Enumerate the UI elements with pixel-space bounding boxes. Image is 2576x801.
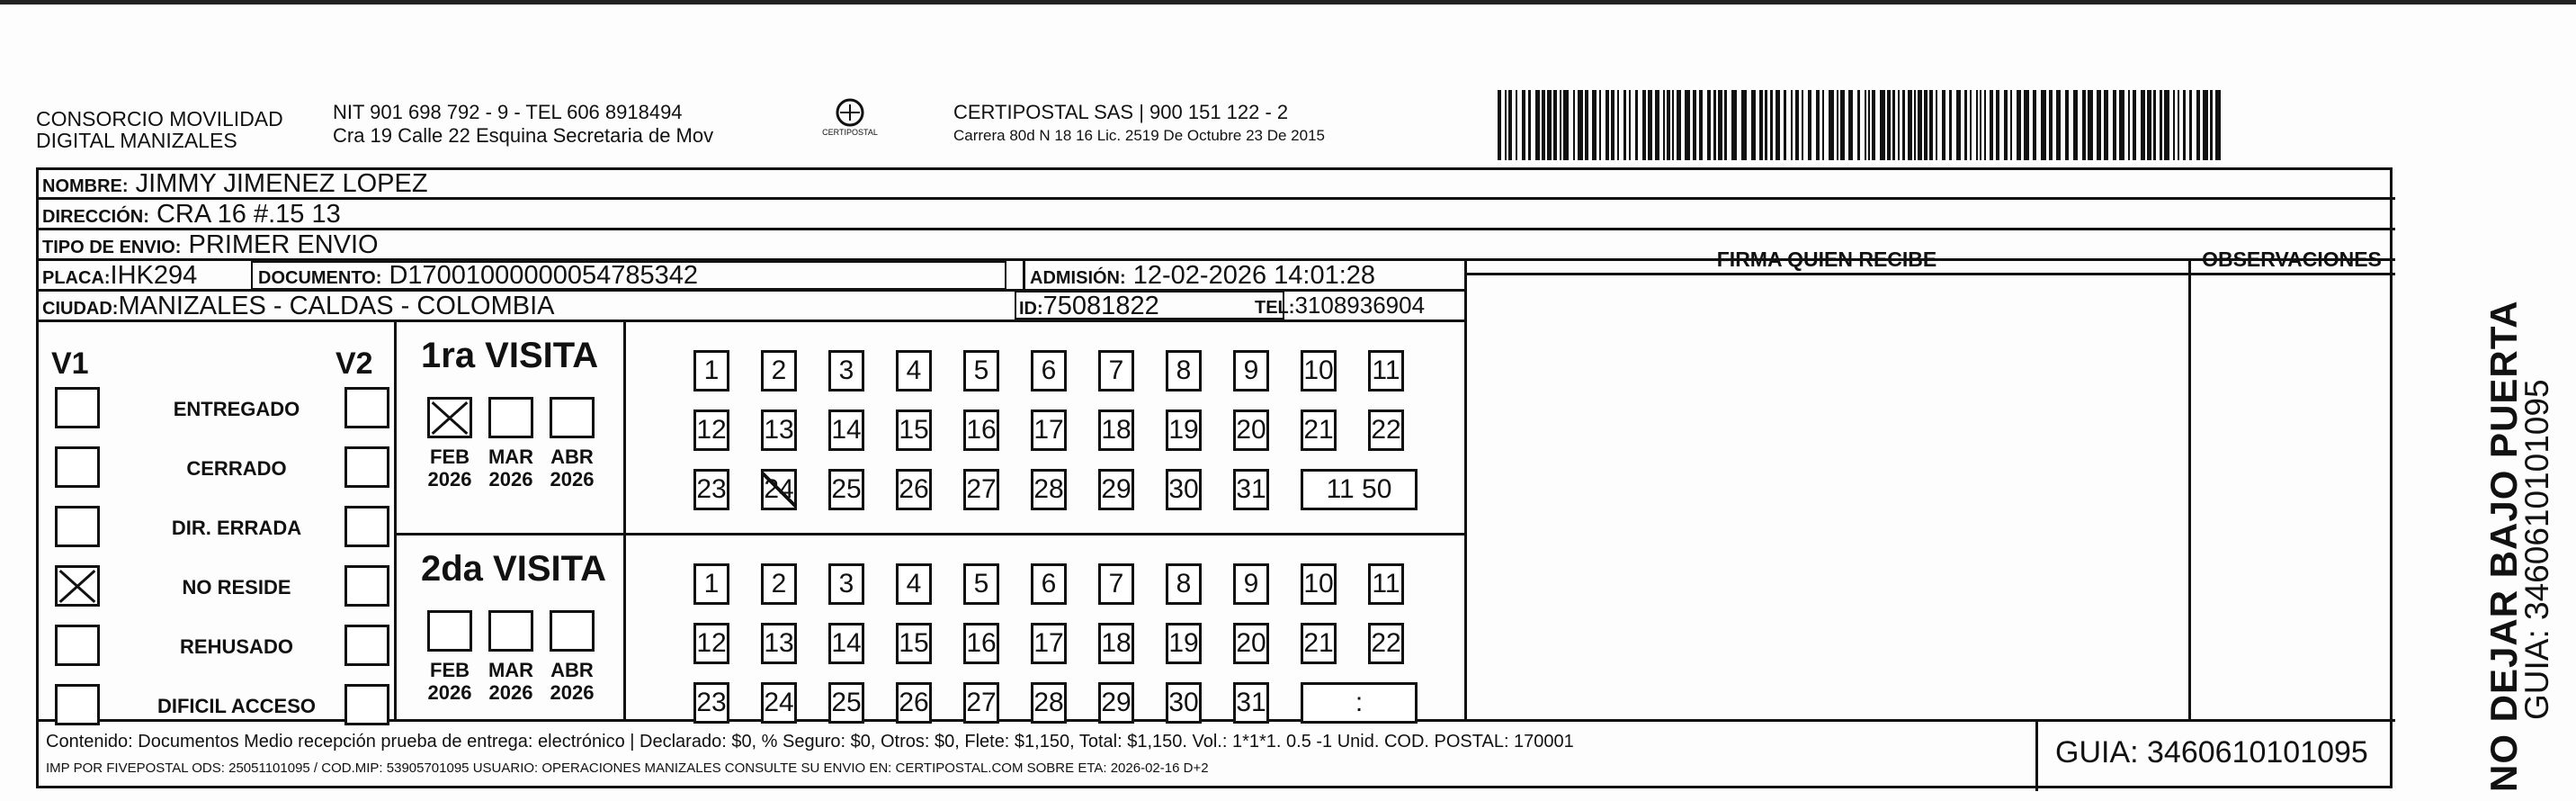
barcode-bar — [1816, 90, 1820, 160]
day-box[interactable]: 28 — [1031, 682, 1067, 724]
barcode-bar — [1795, 90, 1799, 160]
barcode-bar — [2210, 90, 2213, 160]
visit-title: 2da VISITA — [421, 549, 606, 589]
barcode-bar — [1699, 90, 1703, 160]
barcode-bar — [2164, 90, 2169, 160]
barcode-bar — [1784, 90, 1786, 160]
barcode-bar — [2033, 90, 2036, 160]
barcode-bar — [1808, 90, 1811, 160]
barcode-bar — [2113, 90, 2116, 160]
day-box[interactable]: 21 — [1301, 623, 1337, 664]
day-box[interactable]: 29 — [1098, 469, 1134, 510]
barcode-bar — [1840, 90, 1845, 160]
barcode-bar — [1547, 90, 1552, 160]
barcode-bar — [1887, 90, 1891, 160]
barcode-bar — [2082, 90, 2086, 160]
certipostal-logo-icon — [818, 97, 881, 137]
courier-name: CERTIPOSTAL SAS | 900 151 122 - 2 — [953, 101, 1289, 123]
day-box[interactable]: 29 — [1098, 682, 1134, 724]
day-box[interactable]: 30 — [1166, 469, 1202, 510]
month-checkbox[interactable] — [427, 397, 472, 438]
day-box[interactable]: 22 — [1368, 623, 1404, 664]
side-guia: GUIA: 3460610101095 — [2518, 379, 2555, 720]
month-year: 2026 — [427, 681, 472, 704]
nombre-field: NOMBRE: JIMMY JIMENEZ LOPEZ — [42, 169, 428, 198]
day-box[interactable]: 6 — [1031, 563, 1067, 605]
barcode-bar — [1980, 90, 1981, 160]
barcode-bar — [1677, 90, 1681, 160]
barcode — [1498, 90, 2222, 160]
day-box[interactable]: 19 — [1166, 410, 1202, 451]
day-box[interactable]: 3 — [828, 563, 864, 605]
barcode-bar — [2189, 90, 2192, 160]
day-box[interactable]: 7 — [1098, 350, 1134, 392]
barcode-bar — [1560, 90, 1561, 160]
footer-print-info: IMP POR FIVEPOSTAL ODS: 25051101095 / COD.MIP: 53905701095 USUARIO: OPERACIONES MANIZALES CONSULTE SU ENVIO EN: CERTIPOSTAL.COM SOBRE ETA: 2026-02-16 D+2 — [46, 760, 1209, 776]
day-box[interactable]: 22 — [1368, 410, 1404, 451]
barcode-bar — [1829, 90, 1834, 160]
day-box[interactable]: 10 — [1301, 563, 1337, 605]
v1-checkbox[interactable] — [55, 565, 100, 607]
barcode-bar — [1942, 90, 1945, 160]
barcode-bar — [1731, 90, 1737, 160]
day-box[interactable]: 18 — [1098, 623, 1134, 664]
barcode-bar — [1880, 90, 1885, 160]
v2-header: V2 — [335, 346, 373, 381]
day-box[interactable]: 23 — [693, 469, 729, 510]
barcode-bar — [1573, 90, 1575, 160]
day-box[interactable]: 15 — [896, 410, 932, 451]
v1-checkbox[interactable] — [55, 446, 100, 488]
day-box[interactable]: 1 — [693, 350, 729, 392]
barcode-bar — [1724, 90, 1727, 160]
day-box[interactable]: 24 — [761, 682, 797, 724]
barcode-bar — [1508, 90, 1512, 160]
day-box[interactable]: 23 — [693, 682, 729, 724]
barcode-bar — [1759, 90, 1763, 160]
barcode-bar — [1623, 90, 1626, 160]
barcode-bar — [1914, 90, 1916, 160]
day-box[interactable]: 26 — [896, 682, 932, 724]
barcode-bar — [1635, 90, 1638, 160]
company-contact — [333, 101, 713, 148]
barcode-bar — [2183, 90, 2186, 160]
barcode-bar — [1707, 90, 1711, 160]
month-checkbox[interactable] — [427, 610, 472, 652]
barcode-bar — [1592, 90, 1597, 160]
barcode-bar — [1642, 90, 1646, 160]
barcode-bar — [1611, 90, 1614, 160]
barcode-bar — [1908, 90, 1912, 160]
visit-time-box[interactable]: 11 50 — [1301, 469, 1418, 510]
barcode-bar — [2133, 90, 2136, 160]
tel-value: 3108936904 — [1294, 292, 1426, 319]
direccion-value: CRA 16 #.15 13 — [156, 200, 341, 229]
barcode-bar — [2147, 90, 2151, 160]
v1-checkbox[interactable] — [55, 684, 100, 725]
visit-time-box[interactable]: : — [1301, 682, 1418, 724]
signature-divider — [1464, 258, 1467, 719]
firma-header: FIRMA QUIEN RECIBE — [1716, 248, 1937, 271]
barcode-bar — [2088, 90, 2093, 160]
month-day-divider — [623, 320, 626, 719]
barcode-bar — [2056, 90, 2061, 160]
barcode-bar — [1964, 90, 1967, 160]
barcode-bar — [1929, 90, 1933, 160]
barcode-bar — [1791, 90, 1793, 160]
barcode-bar — [1741, 90, 1747, 160]
month-name: ABR — [550, 446, 594, 468]
barcode-bar — [1902, 90, 1905, 160]
barcode-bar — [1765, 90, 1767, 160]
observations-divider — [2188, 258, 2191, 719]
barcode-bar — [1535, 90, 1540, 160]
v1-checkbox[interactable] — [55, 506, 100, 547]
barcode-bar — [1516, 90, 1517, 160]
nombre-value: JIMMY JIMENEZ LOPEZ — [135, 169, 428, 198]
v1-checkbox[interactable] — [55, 625, 100, 666]
day-box[interactable]: 11 — [1368, 350, 1404, 392]
day-box[interactable]: 17 — [1031, 410, 1067, 451]
month-name: FEB — [430, 446, 470, 468]
barcode-bar — [1868, 90, 1870, 160]
barcode-bar — [1693, 90, 1696, 160]
month-label — [423, 446, 477, 490]
barcode-bar — [2196, 90, 2200, 160]
barcode-bar — [1976, 90, 1978, 160]
month-label — [484, 446, 538, 490]
signature-header-divider — [1464, 273, 2395, 275]
status-label: REHUSADO — [180, 635, 293, 658]
barcode-bar — [1892, 90, 1895, 160]
month-checkbox[interactable] — [550, 610, 595, 652]
day-box[interactable]: 4 — [896, 563, 932, 605]
month-checkbox[interactable] — [488, 397, 533, 438]
day-box[interactable]: 16 — [963, 623, 999, 664]
day-box[interactable]: 18 — [1098, 410, 1134, 451]
barcode-bar — [1563, 90, 1569, 160]
day-box[interactable]: 8 — [1166, 563, 1202, 605]
company-nit: NIT 901 698 792 - 9 - TEL 606 8918494 — [333, 101, 683, 123]
documento-value: D17001000000054785342 — [389, 261, 698, 290]
visit-divider — [394, 533, 1464, 536]
scan-top-edge — [0, 0, 2576, 11]
barcode-bar — [1498, 90, 1501, 160]
barcode-bar — [2024, 90, 2029, 160]
day-box[interactable]: 25 — [828, 469, 864, 510]
month-name: MAR — [487, 446, 534, 468]
status-label: CERRADO — [186, 457, 287, 480]
barcode-bar — [2104, 90, 2108, 160]
id-field: ID:75081822 — [1019, 292, 1159, 320]
day-box[interactable]: 25 — [828, 682, 864, 724]
status-label: ENTREGADO — [173, 398, 300, 420]
barcode-bar — [2178, 90, 2179, 160]
barcode-bar — [1672, 90, 1674, 160]
month-year: 2026 — [550, 468, 595, 490]
v2-checkbox[interactable] — [344, 506, 389, 547]
visit-title: 1ra VISITA — [421, 336, 599, 375]
day-box[interactable]: 8 — [1166, 350, 1202, 392]
day-box[interactable]: 9 — [1233, 563, 1269, 605]
day-box[interactable]: 20 — [1233, 623, 1269, 664]
day-box[interactable]: 26 — [896, 469, 932, 510]
direccion-field: DIRECCIÓN: CRA 16 #.15 13 — [42, 200, 341, 229]
footer-guia-divider — [2035, 719, 2038, 791]
barcode-bar — [1872, 90, 1875, 160]
observaciones-header: OBSERVACIONES — [2202, 248, 2382, 271]
barcode-bar — [1713, 90, 1716, 160]
barcode-bar — [1629, 90, 1631, 160]
barcode-bar — [2073, 90, 2078, 160]
barcode-bar — [2017, 90, 2021, 160]
day-box[interactable]: 24 — [761, 469, 797, 510]
cell-divider — [1023, 258, 1025, 289]
day-box[interactable]: 16 — [963, 410, 999, 451]
barcode-bar — [1599, 90, 1601, 160]
barcode-bar — [1505, 90, 1507, 160]
month-name: ABR — [550, 659, 594, 681]
month-year: 2026 — [488, 468, 533, 490]
barcode-bar — [1770, 90, 1773, 160]
barcode-bar — [1857, 90, 1860, 160]
day-box[interactable]: 5 — [963, 563, 999, 605]
status-label: DIFICIL ACCESO — [157, 695, 316, 717]
barcode-bar — [2065, 90, 2069, 160]
footer-content: Contenido: Documentos Medio recepción prueba de entrega: electrónico | Declarado: $0, % Seguro: $0, Otros: $0, Flete: $1,150, Total: $1,150. Vol.: 1*1*1. 0.5 -1 Unid. COD. POSTAL: 170001 — [46, 732, 1574, 752]
month-name: FEB — [430, 659, 470, 681]
side-guia-block — [2482, 300, 2556, 792]
company-name — [36, 108, 283, 151]
day-box[interactable]: 31 — [1233, 682, 1269, 724]
day-box[interactable]: 14 — [828, 410, 864, 451]
barcode-bar — [1685, 90, 1690, 160]
day-box[interactable]: 12 — [693, 623, 729, 664]
logo-text: CERTIPOSTAL — [822, 128, 878, 137]
barcode-bar — [2215, 90, 2221, 160]
barcode-bar — [1655, 90, 1659, 160]
barcode-bar — [1990, 90, 1993, 160]
tel-field: TEL:3108936904 — [1255, 292, 1426, 319]
day-box[interactable]: 13 — [761, 410, 797, 451]
id-value: 75081822 — [1042, 292, 1159, 320]
v2-checkbox[interactable] — [344, 387, 389, 428]
barcode-bar — [2160, 90, 2162, 160]
day-box[interactable]: 6 — [1031, 350, 1067, 392]
day-box[interactable]: 2 — [761, 350, 797, 392]
month-label — [484, 659, 538, 704]
guia-number: GUIA: 3460610101095 — [2055, 735, 2368, 770]
barcode-bar — [1970, 90, 1972, 160]
barcode-bar — [1585, 90, 1588, 160]
barcode-bar — [1949, 90, 1952, 160]
ciudad-field: CIUDAD:MANIZALES - CALDAS - COLOMBIA — [42, 292, 555, 320]
barcode-bar — [1837, 90, 1838, 160]
barcode-bar — [1822, 90, 1824, 160]
day-box[interactable]: 21 — [1301, 410, 1337, 451]
barcode-bar — [1648, 90, 1652, 160]
barcode-bar — [1898, 90, 1900, 160]
barcode-bar — [2097, 90, 2101, 160]
day-box[interactable]: 7 — [1098, 563, 1134, 605]
day-box[interactable]: 12 — [693, 410, 729, 451]
company-name-line1: CONSORCIO MOVILIDAD — [36, 107, 283, 130]
day-box[interactable]: 9 — [1233, 350, 1269, 392]
day-box[interactable]: 1 — [693, 563, 729, 605]
barcode-bar — [1718, 90, 1722, 160]
month-label — [545, 659, 599, 704]
barcode-bar — [2119, 90, 2124, 160]
documento-field: DOCUMENTO: D17001000000054785342 — [258, 261, 698, 290]
status-label: DIR. ERRADA — [171, 517, 302, 539]
placa-field: PLACA:IHK294 — [42, 261, 198, 290]
barcode-bar — [2041, 90, 2046, 160]
day-box[interactable]: 31 — [1233, 469, 1269, 510]
row-divider — [39, 228, 2395, 230]
ciudad-value: MANIZALES - CALDAS - COLOMBIA — [118, 292, 555, 320]
day-box[interactable]: 11 — [1368, 563, 1404, 605]
barcode-bar — [1606, 90, 1609, 160]
barcode-bar — [2153, 90, 2156, 160]
barcode-bar — [1578, 90, 1583, 160]
day-box[interactable]: 14 — [828, 623, 864, 664]
barcode-bar — [1865, 90, 1866, 160]
day-box[interactable]: 20 — [1233, 410, 1269, 451]
barcode-bar — [1522, 90, 1525, 160]
barcode-bar — [1542, 90, 1545, 160]
barcode-bar — [1996, 90, 1999, 160]
month-checkbox[interactable] — [488, 610, 533, 652]
barcode-bar — [1918, 90, 1922, 160]
tipo-envio-value: PRIMER ENVIO — [188, 230, 379, 259]
barcode-bar — [2173, 90, 2175, 160]
barcode-bar — [1751, 90, 1756, 160]
barcode-bar — [1924, 90, 1928, 160]
v2-checkbox[interactable] — [344, 446, 389, 488]
courier-info — [953, 101, 1325, 148]
delivery-form — [36, 167, 2393, 788]
day-box[interactable]: 28 — [1031, 469, 1067, 510]
barcode-bar — [2203, 90, 2208, 160]
barcode-bar — [1553, 90, 1557, 160]
v2-checkbox[interactable] — [344, 565, 389, 607]
company-name-line2: DIGITAL MANIZALES — [36, 129, 237, 152]
day-box[interactable]: 27 — [963, 682, 999, 724]
month-name: MAR — [487, 659, 534, 681]
v2-checkbox[interactable] — [344, 625, 389, 666]
barcode-bar — [1984, 90, 1986, 160]
admision-value: 12-02-2026 14:01:28 — [1132, 261, 1376, 290]
barcode-bar — [1956, 90, 1961, 160]
tipo-envio-field: TIPO DE ENVIO: PRIMER ENVIO — [42, 230, 379, 259]
day-box[interactable]: 30 — [1166, 682, 1202, 724]
barcode-bar — [1802, 90, 1803, 160]
barcode-bar — [1848, 90, 1853, 160]
month-label — [545, 446, 599, 490]
barcode-bar — [1617, 90, 1619, 160]
month-checkbox[interactable] — [550, 397, 595, 438]
v1-header: V1 — [51, 346, 89, 381]
no-dejar-bajo-puerta: NO DEJAR BAJO PUERTA — [2482, 300, 2525, 792]
day-box[interactable]: 2 — [761, 563, 797, 605]
v1-checkbox[interactable] — [55, 387, 100, 428]
month-year: 2026 — [550, 681, 595, 704]
month-year: 2026 — [427, 468, 472, 490]
footer-divider — [39, 719, 2395, 722]
company-address: Cra 19 Calle 22 Esquina Secretaria de Mov — [333, 124, 714, 147]
barcode-bar — [2128, 90, 2130, 160]
day-box[interactable]: 17 — [1031, 623, 1067, 664]
month-year: 2026 — [488, 681, 533, 704]
barcode-bar — [2049, 90, 2053, 160]
barcode-bar — [2010, 90, 2012, 160]
day-box[interactable]: 27 — [963, 469, 999, 510]
day-box[interactable]: 13 — [761, 623, 797, 664]
v2-checkbox[interactable] — [344, 684, 389, 725]
status-visit-divider — [394, 320, 397, 719]
day-box[interactable]: 4 — [896, 350, 932, 392]
day-box[interactable]: 15 — [896, 623, 932, 664]
barcode-bar — [1528, 90, 1531, 160]
barcode-bar — [2004, 90, 2008, 160]
barcode-bar — [1663, 90, 1665, 160]
admision-field: ADMISIÓN: 12-02-2026 14:01:28 — [1030, 261, 1376, 290]
placa-value: IHK294 — [110, 261, 198, 290]
barcode-bar — [1667, 90, 1670, 160]
courier-license: Carrera 80d N 18 16 Lic. 2519 De Octubre 23 De 2015 — [953, 127, 1325, 144]
month-label — [423, 659, 477, 704]
barcode-bar — [2141, 90, 2145, 160]
barcode-bar — [1936, 90, 1937, 160]
status-label: NO RESIDE — [182, 576, 291, 598]
day-box[interactable]: 5 — [963, 350, 999, 392]
day-box[interactable]: 10 — [1301, 350, 1337, 392]
day-box[interactable]: 19 — [1166, 623, 1202, 664]
barcode-bar — [1775, 90, 1780, 160]
day-box[interactable]: 3 — [828, 350, 864, 392]
